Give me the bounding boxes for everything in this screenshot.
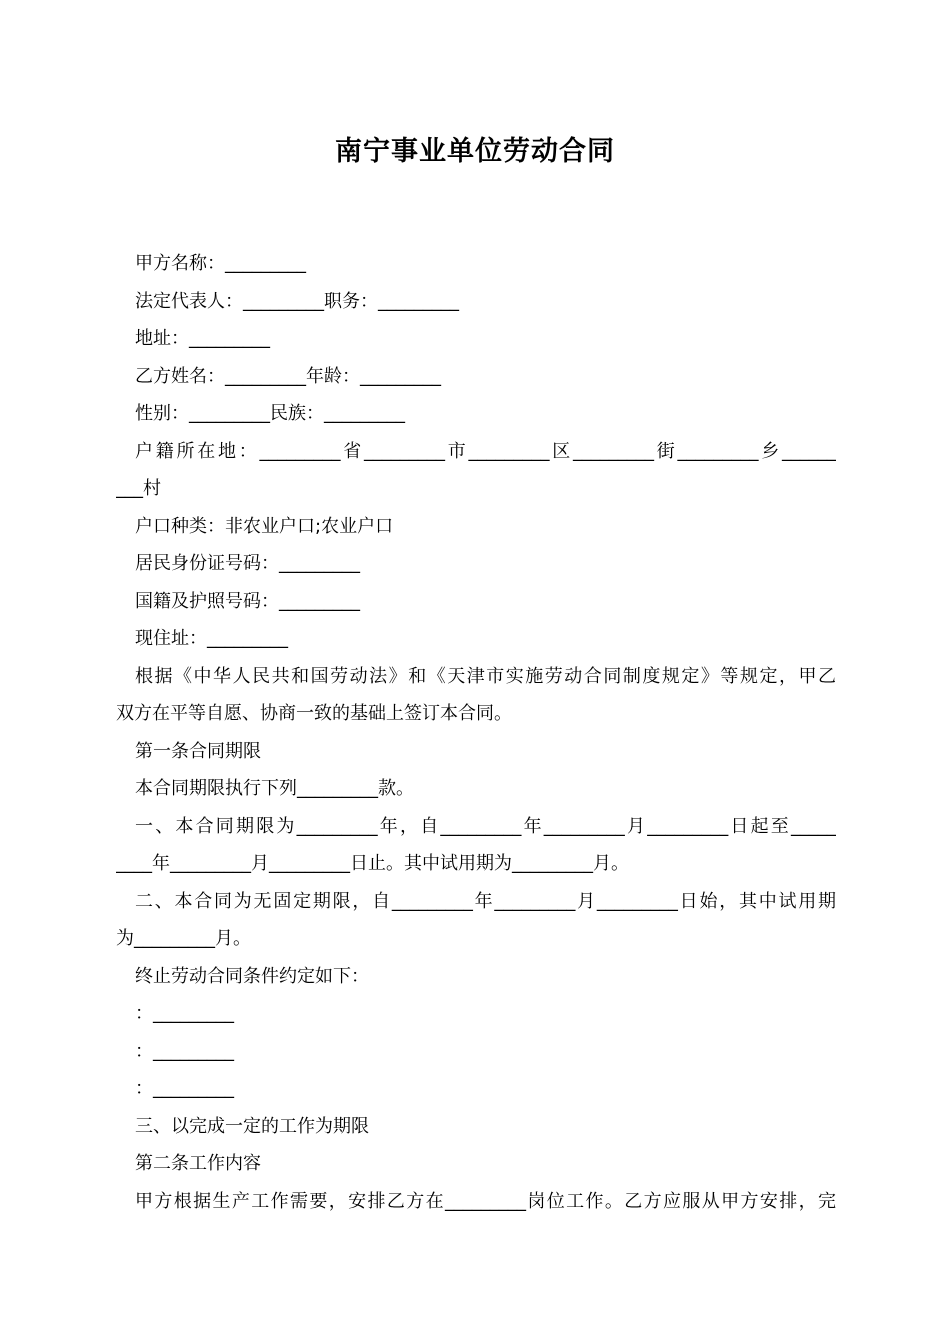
text-line: 居民身份证号码：_________ <box>135 553 360 574</box>
text-line: 三、以完成一定的工作为期限 <box>135 1115 369 1137</box>
text-line: 法定代表人：_________职务：_________ <box>135 290 459 312</box>
document-body <box>116 245 836 1220</box>
text-line: 性别：_________民族：_________ <box>135 403 405 424</box>
text-line: 地址：_________ <box>135 328 270 349</box>
text-line: ____年_________月_________日止。其中试用期为_________月。 <box>116 853 629 874</box>
text-line: ___村 <box>116 478 161 499</box>
text-line: 国籍及护照号码：_________ <box>135 590 360 612</box>
text-line: 一、本合同期限为_________年，自_________年_________月_________日起至_____ <box>135 815 836 837</box>
text-line: 本合同期限执行下列_________款。 <box>135 778 414 799</box>
text-line: 甲方根据生产工作需要，安排乙方在_________岗位工作。乙方应服从甲方安排，完 <box>135 1190 836 1212</box>
text-line: ：_________ <box>135 1078 234 1099</box>
text-line: 第二条工作内容 <box>135 1153 261 1174</box>
text-line: 现住址：_________ <box>135 628 288 649</box>
text-line: 终止劳动合同条件约定如下： <box>135 965 369 987</box>
text-line: 第一条合同期限 <box>135 740 261 762</box>
text-line: ：_________ <box>135 1003 234 1024</box>
text-line: 户籍所在地：_________省_________市_________区_________街_________乡______ <box>135 440 836 462</box>
text-line: 根据《中华人民共和国劳动法》和《天津市实施劳动合同制度规定》等规定，甲乙 <box>135 665 836 687</box>
text-line: 为_________月。 <box>116 928 251 949</box>
document-title: 南宁事业单位劳动合同 <box>335 136 615 167</box>
text-line: 户口种类：非农业户口;农业户口 <box>135 515 394 537</box>
text-line: 二、本合同为无固定期限，自_________年_________月_________日始，其中试用期 <box>135 890 836 912</box>
text-line: 甲方名称：_________ <box>135 253 306 274</box>
text-line: ：_________ <box>135 1040 234 1062</box>
text-line: 乙方姓名：_________年龄：_________ <box>135 365 441 387</box>
text-line: 双方在平等自愿、协商一致的基础上签订本合同。 <box>116 703 512 724</box>
